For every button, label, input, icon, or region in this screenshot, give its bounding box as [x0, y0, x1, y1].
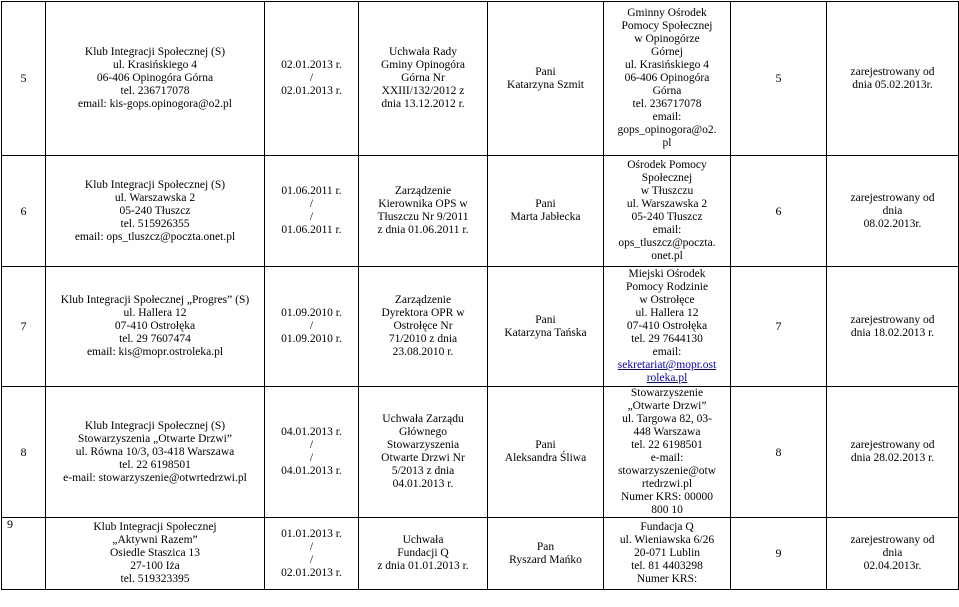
organization-line: Górna [652, 85, 682, 97]
dates-cell [265, 156, 359, 267]
act-line: Stowarzyszenia [386, 439, 460, 451]
dates-line: 02.01.2013 r. [281, 566, 342, 579]
organization-line: email: [652, 346, 682, 358]
organization-cell [604, 518, 731, 590]
dates-line: 01.06.2011 r. [281, 224, 342, 236]
person-line: Pani [535, 65, 556, 78]
club-line: tel. 236717078 [120, 85, 190, 97]
act-cell [359, 156, 488, 267]
organization-line: Górnej [651, 46, 683, 58]
person-line: Pan [536, 540, 555, 553]
dates-line: / [309, 553, 314, 566]
club-line: ul. Hallera 12 [123, 307, 187, 319]
table-row [2, 267, 959, 387]
status-line: dnia 05.02.2013r. [852, 78, 933, 91]
club-line: tel. 22 6198501 [119, 458, 191, 471]
organization-line: 07-410 Ostrołęka [626, 320, 708, 332]
row-number [2, 156, 46, 267]
club-line: email: ops_tluszcz@poczta.onet.pl [74, 230, 236, 243]
number-cell [731, 2, 827, 156]
number-cell [731, 156, 827, 267]
status-line: zarejestrowany od [850, 191, 935, 204]
row-number-value: 9 [7, 517, 13, 531]
row-number [2, 387, 46, 518]
number-value: 5 [775, 71, 782, 85]
organization-line: Stowarzyszenie [630, 387, 704, 399]
dates-line: 02.01.2013 r. [281, 59, 342, 71]
status-cell [827, 156, 959, 267]
number-cell [731, 518, 827, 590]
dates-cell [265, 2, 359, 156]
status-cell [827, 518, 959, 590]
organization-line: „Otwarte Drzwi” [627, 400, 707, 412]
person-cell [488, 156, 604, 267]
status-line: 08.02.2013r. [863, 217, 922, 230]
status-cell [827, 387, 959, 518]
dates-line: / [309, 540, 314, 553]
club-line: Klub Integracji Społecznej (S) [84, 419, 226, 432]
person-line: Pani [535, 313, 556, 326]
person-cell [488, 518, 604, 590]
status-cell [827, 267, 959, 387]
organization-line: email: [652, 111, 682, 123]
dates-line: / [309, 211, 314, 223]
number-value: 9 [775, 546, 782, 560]
status-line: zarejestrowany od [850, 439, 935, 451]
organization-line: sekretariat@mopr.ost [617, 359, 717, 371]
number-cell [731, 267, 827, 387]
organization-line: w Tłuszczu [640, 185, 694, 197]
table-row [2, 156, 959, 267]
club-cell [46, 518, 265, 590]
organization-line: roleka.pl [646, 372, 688, 384]
club-line: „Aktywni Razem” [112, 534, 198, 546]
club-line: Stowarzyszenia „Otwarte Drzwi” [78, 432, 232, 445]
act-line: Zarządzenie [394, 185, 452, 197]
row-number-value: 5 [20, 71, 27, 85]
club-line: Klub Integracji Społecznej (S) [84, 178, 226, 191]
organization-line: w Opinogórze [634, 33, 700, 45]
club-line: 27-100 Iża [130, 560, 180, 572]
club-line: Klub Integracji Społecznej „Progres” (S) [60, 294, 250, 306]
organization-line: tel. 22 6198501 [631, 439, 703, 451]
person-cell [488, 267, 604, 387]
organization-line: tel. 236717078 [632, 98, 702, 110]
table-row [2, 2, 959, 156]
act-cell [359, 387, 488, 518]
person-line: Katarzyna Szmit [507, 78, 584, 91]
organization-line: w Ostrołęce [639, 294, 695, 306]
organization-line: ul. Hallera 12 [635, 307, 699, 319]
club-line: email: kis@mopr.ostroleka.pl [86, 346, 224, 358]
club-line: 05-240 Tłuszcz [119, 204, 191, 217]
register-table [1, 1, 959, 590]
act-line: Zarządzenie [394, 294, 452, 306]
dates-line: / [309, 72, 314, 84]
dates-line: 01.09.2010 r. [281, 333, 342, 345]
act-line: Tłuszczu Nr 9/2011 [377, 211, 469, 223]
organization-line: ul. Wieniawska 6/26 [619, 534, 715, 546]
organization-line: tel. 81 4403298 [631, 560, 703, 572]
row-number-value: 6 [20, 203, 27, 218]
number-value: 6 [775, 203, 782, 218]
dates-line: 01.09.2010 r. [281, 307, 342, 319]
act-line: 04.01.2013 r. [392, 478, 454, 490]
organization-line: Miejski Ośrodek [628, 268, 706, 280]
dates-line: 01.01.2013 r. [281, 527, 342, 540]
status-line: zarejestrowany od [850, 65, 935, 78]
person-cell [488, 387, 604, 518]
act-line: Uchwała Zarządu [382, 413, 464, 425]
status-line: dnia 18.02.2013 r. [850, 326, 935, 339]
act-line: Uchwała [402, 534, 444, 546]
act-line: 23.08.2010 r. [392, 346, 454, 358]
club-cell [46, 2, 265, 156]
act-line: Otwarte Drzwi Nr [381, 452, 465, 464]
row-number [2, 518, 46, 590]
dates-cell [265, 387, 359, 518]
club-cell [46, 387, 265, 518]
status-line: 02.04.2013r. [863, 560, 922, 572]
club-line: email: kis-gops.opinogora@o2.pl [77, 98, 232, 110]
person-cell [488, 2, 604, 156]
organization-line: Gminny Ośrodek [627, 7, 707, 19]
organization-cell [604, 2, 731, 156]
act-line: z dnia 01.01.2013 r. [377, 560, 469, 572]
table-row [2, 387, 959, 518]
club-line: e-mail: stowarzyszenie@otwrtedrzwi.pl [63, 471, 247, 484]
organization-cell [604, 267, 731, 387]
organization-line: ul. Krasińskiego 4 [624, 59, 709, 71]
dates-line: 02.01.2013 r. [281, 85, 342, 97]
number-value: 8 [775, 444, 782, 459]
dates-line: 01.06.2011 r. [281, 185, 342, 197]
club-line: Klub Integracji Społecznej [93, 521, 217, 533]
dates-line: 04.01.2013 r. [281, 426, 342, 438]
club-cell [46, 156, 265, 267]
organization-line: e-mail: [650, 452, 684, 464]
row-number-value: 7 [20, 319, 27, 333]
club-line: tel. 515926355 [120, 217, 190, 230]
person-line: Pani [535, 198, 556, 210]
act-line: Głównego [399, 426, 447, 438]
dates-line: / [309, 439, 314, 451]
club-cell [46, 267, 265, 387]
act-cell [359, 518, 488, 590]
status-line: dnia 28.02.2013 r. [850, 452, 935, 464]
number-value: 7 [775, 319, 782, 333]
act-cell [359, 2, 488, 156]
organization-line: pl [662, 137, 672, 149]
organization-line: email: [652, 224, 682, 236]
organization-line: gops_opinogora@o2. [617, 124, 717, 136]
person-line: Aleksandra Śliwa [504, 452, 587, 464]
act-line: Ostrołęce Nr [393, 320, 453, 332]
organization-line: 20-071 Lublin [633, 547, 701, 559]
organization-line: Ośrodek Pomocy [627, 159, 707, 171]
dates-line: / [309, 320, 314, 332]
organization-line: tel. 29 7644130 [631, 333, 703, 345]
status-line: zarejestrowany od [850, 313, 935, 326]
dates-line: 04.01.2013 r. [281, 465, 342, 477]
organization-line: 800 10 [651, 504, 683, 516]
organization-line: 06-406 Opinogóra [624, 72, 710, 84]
organization-line: Numer KRS: [636, 573, 698, 585]
dates-cell [265, 267, 359, 387]
act-line: 5/2013 z dnia [391, 465, 455, 477]
act-line: XXIII/132/2012 z [381, 85, 465, 97]
table-row [2, 518, 959, 590]
organization-cell [604, 156, 731, 267]
organization-line: 05-240 Tłuszcz [631, 211, 703, 223]
organization-line: Pomocy Rodzinie [625, 281, 709, 293]
dates-line: / [309, 452, 314, 464]
club-line: tel. 29 7607474 [119, 333, 191, 345]
act-line: dnia 13.12.2012 r. [381, 98, 465, 110]
status-cell [827, 2, 959, 156]
act-line: Dyrektora OPR w [381, 307, 465, 319]
organization-line: rtedrzwi.pl [641, 478, 693, 490]
table-body [2, 2, 959, 590]
organization-line: ul. Warszawska 2 [626, 198, 708, 210]
status-line: dnia [882, 204, 903, 217]
club-line: ul. Warszawska 2 [114, 191, 196, 204]
act-cell [359, 267, 488, 387]
dates-line: / [309, 198, 314, 210]
organization-line: onet.pl [651, 250, 683, 262]
club-line: ul. Równa 10/3, 03-418 Warszawa [75, 445, 235, 458]
organization-cell [604, 387, 731, 518]
act-line: Górna Nr [401, 72, 445, 84]
club-line: tel. 519323395 [120, 573, 190, 585]
organization-line: Numer KRS: 00000 [621, 491, 713, 503]
organization-line: Społecznej [641, 172, 693, 184]
club-line: 06-406 Opinogóra Górna [96, 72, 214, 84]
row-number [2, 2, 46, 156]
organization-line: 448 Warszawa [633, 426, 701, 438]
act-line: Kierownika OPS w [378, 198, 468, 210]
status-line: zarejestrowany od [850, 534, 935, 546]
club-line: 07-410 Ostrołęka [114, 320, 196, 332]
club-line: ul. Krasińskiego 4 [112, 59, 197, 71]
act-line: Gminy Opinogóra [380, 59, 465, 71]
club-line: Osiedle Staszica 13 [109, 547, 201, 559]
organization-line: Fundacja Q [640, 521, 694, 533]
person-line: Ryszard Mańko [509, 553, 582, 566]
status-line: dnia [882, 547, 903, 559]
row-number [2, 267, 46, 387]
person-line: Marta Jabłecka [510, 211, 581, 223]
organization-line: ul. Targowa 82, 03- [622, 413, 712, 425]
act-line: Fundacji Q [397, 547, 449, 559]
organization-line: stowarzyszenie@otw [617, 465, 717, 477]
organization-line: ops_tluszcz@poczta. [618, 237, 716, 249]
row-number-value: 8 [20, 444, 27, 459]
act-line: z dnia 01.06.2011 r. [377, 224, 469, 236]
number-cell [731, 387, 827, 518]
act-line: 71/2010 z dnia [388, 333, 458, 345]
club-line: Klub Integracji Społecznej (S) [84, 46, 226, 58]
person-line: Katarzyna Tańska [504, 326, 587, 339]
person-line: Pani [535, 439, 556, 451]
dates-cell [265, 518, 359, 590]
organization-line: Pomocy Społecznej [621, 20, 713, 32]
act-line: Uchwała Rady [388, 46, 458, 58]
